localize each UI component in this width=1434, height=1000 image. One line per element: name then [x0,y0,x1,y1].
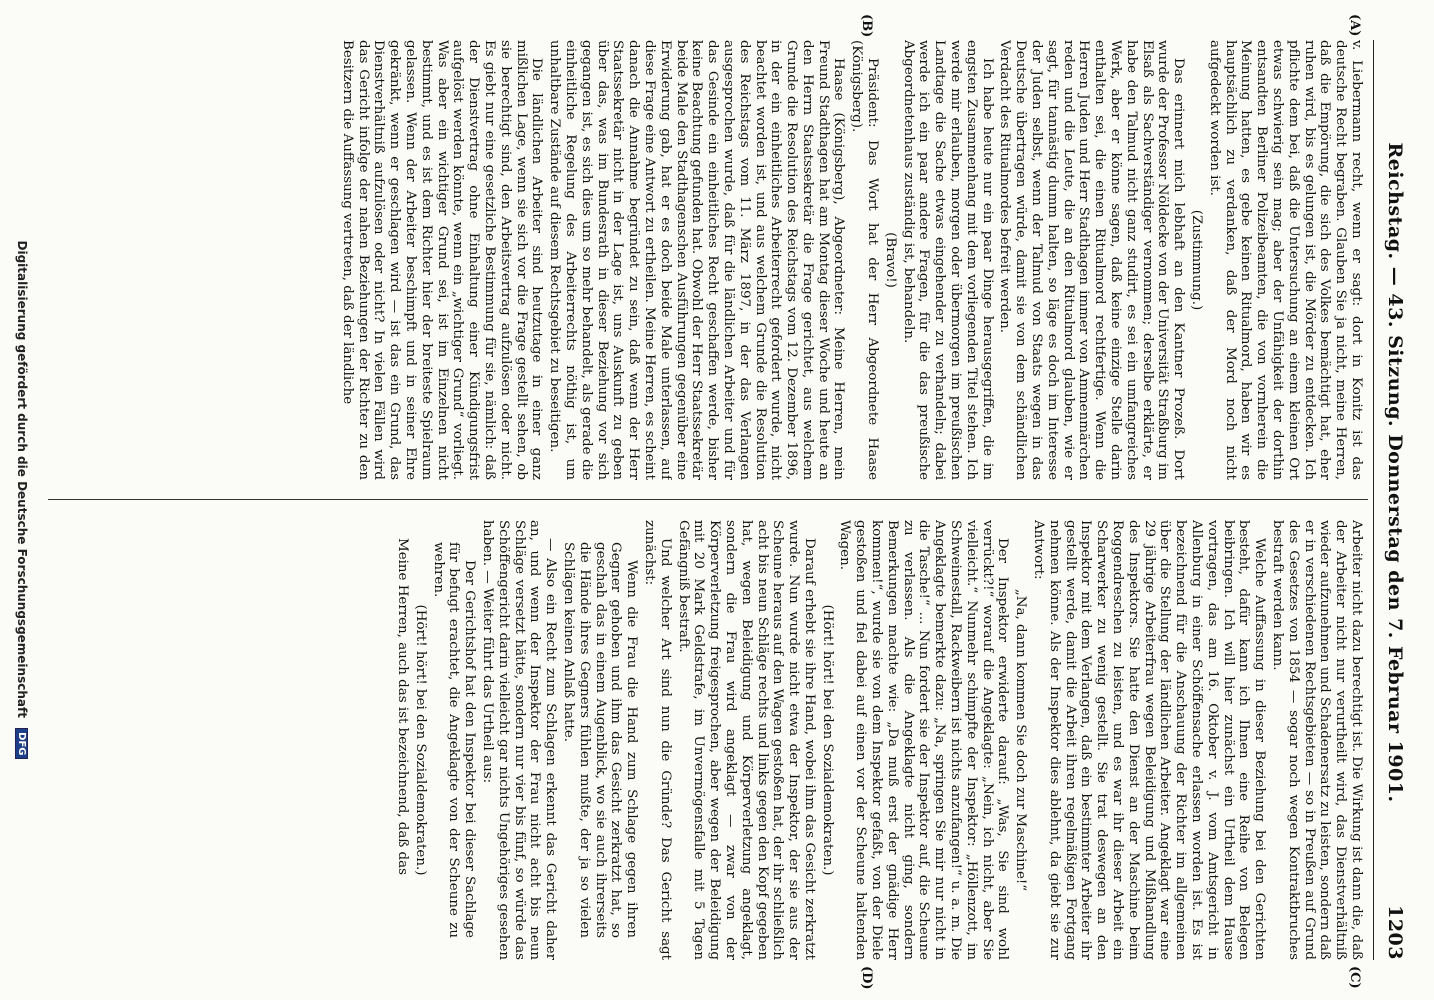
margin-marker-d: (D) [859,966,874,990]
paragraph: Das erinnert mich lebhaft an den Kantner Prozeß. Dort wurde der Professor Nöldecke von der Universität Straßburg im Elsaß als Sachverständiger vernommen; derselbe erklärte, er habe den Talmud nicht ganz studirt, es sei ein umfangreiches Werk, aber er könne sagen, daß keine einzige Stelle darin enthalten sei, die einen Ritualmord rechtfertige. Wenn die Herren Juden und Herr Stadthagen immer von Ammenmärchen reden und die Leute, die an den Ritualmord glauben, wie er sagt, für tannästig dumm halten, so läge es doch im Interesse der Juden selbst, wenn der Talmud von Staats wegen in das Deutsche übertragen würde, damit sie von dem schändlichen Verdacht des Ritualmordes befreit werden. [997,40,1187,480]
paragraph: Arbeiter nicht dazu berechtigt ist. Die Wirkung ist dann die, daß der Arbeiter nicht nur verurtheilt wird, das Dienstverhältniß wieder aufzunehmen und Schadenersatz zu leisten, sondern daß er in verschiedenen Rechtsgebieten — so in Preußen auf Grund des Gesetzes von 1854 — sogar noch wegen Kontraktbruches bestraft werden kann. [1270,520,1364,960]
paragraph: v. Liebermann recht, wenn er sagt: dort in Konitz ist das deutsche Recht begraben. Glauben Sie ja nicht, meine Herren, daß die Empörung, die sich des Volkes bemächtigt hat, eher ruhen wird, bis es gelungen ist, die Mörder zu entdecken. Ich pflichte dem bei, daß die Untersuchung an einem kleinen Ort etwas schwierig sein mag; aber der Unfähigkeit der dorthin entsandten Berliner Polizeibeamten, die von vornherein die Meinung hatten, es gebe keinen Ritualmord, haben wir es hauptsächlich zu verdanken, daß der Mord noch nicht aufgedeckt worden ist. [1206,40,1364,480]
paragraph: Welche Auffassung in dieser Beziehung bei den Gerichten besteht, dafür kann ich Ihnen eine Reihe von Belegen beibringen. Ich will hier zunächst ein Urtheil dem Hause vortragen, das am 16. Oktober v. J. vom Amtsgericht in Allenburg in einer Schöffensache erlassen worden ist. Es ist bezeichnend für die Anschauung der Richter im allgemeinen über die Stellung der ländlichen Arbeiter. Angeklagt war eine 29 jährige Arbeiterfrau wegen Beleidigung und Mißhandlung des Inspektors. Sie hatte den Dienst an der Maschine beim Roggendreschen zu leisten, und es war ihr dieser Arbeit ein Scharwerker zu wenig gestellt. Sie trat deswegen an den Inspektor mit dem Verlangen, daß ein bestimmter Arbeiter ihr gestellt werde, damit die Arbeit ihren regelmäßigen Fortgang nehmen könne. Als der Inspektor dies ablehnt, da giebt sie zur Antwort: [1031,520,1268,960]
quoted-judgement: Der Gerichtshof hat den Inspektor bei dieser Sachlage für befugt erachtet, die Angeklagte von der Scheune zu wehren. [430,542,478,938]
paragraph: — Also ein Recht zum Schlagen erkennt das Gericht daher an, und wenn der Inspektor der Frau nicht acht bis neun Schläge versetzt hätte, sondern nur vier bis fünf, so würde das Schöffengericht darin vielleicht gar nichts Ungehöriges gesehen haben. — Weiter führt das Urtheil aus: [479,520,559,960]
header-title: Reichstag. — 43. Sitzung. Donnerstag den 7. Februar 1901. [1384,142,1406,803]
speaker-announcement: Präsident: Das Wort hat der Herr Abgeordnete Haase (Königsberg). [849,40,881,480]
paragraph: Ich habe heute nur ein paar Dinge herausgegriffen, die im engsten Zusammenhang mit dem vorliegenden Titel stehen. Ich werde mir erlauben, morgen oder übermorgen im preußischen Landtage die Sache etwas eingehender zu verhandeln; dabei werde ich ein paar andere Fragen, für die das preußische Abgeordnetenhaus zuständig ist, behandeln. [900,40,995,480]
paragraph: Und welcher Art sind nun die Gründe? Das Gericht sagt zunächst: [641,520,673,960]
margin-marker-b: (B) [859,14,874,38]
page-number: 1203 [1384,905,1406,960]
interjection: (Hört! hört! bei den Sozialdemokraten.) [412,604,428,876]
quote-line: „Na, dann kommen Sie doch zur Maschine!“ [1013,588,1029,892]
credit-text: Digitalisierung gefördert durch die Deutsche Forschungsgemeinschaft [15,240,29,718]
interjection: (Hört! hört! bei den Sozialdemokraten.) [819,604,835,876]
paragraph: Der Inspektor erwiderte darauf: „Was, Sie sind wohl verrückt?!“ worauf die Angeklagte: „Nein, ich nicht, aber Sie vielleicht.“ Nunmehr schimpfte der Inspektor: „Höllenzott, im Schweinestall, Rackweibern ist nichts anzufangen!“ u. a. m. Die Angeklagte bemerkte dazu: „Na, springen Sie mir nur nicht in die Tasche!“ ... Nun fordert sie der Inspektor auf, die Scheune zu verlassen. Als die Angeklagte nicht ging, sondern Bemerkungen machte wie: „Da muß erst der gnädige Herr kommen!“, wurde sie von dem Inspektor gefaßt, von der Diele gestoßen und fiel dabei auf einen vor der Scheune haltenden Wagen. [837,520,1011,960]
paragraph: Haase (Königsberg), Abgeordneter: Meine Herren, mein Freund Stadthagen hat am Montag dieser Woche und heute an den Herrn Staatssekretär die Frage gerichtet, aus welchem Grunde die Resolution des Reichstags vom 12. Dezember 1896, in der ein einheitliches Arbeiterrecht gefordert wurde, nicht beachtet worden ist, und aus welchem Grunde die Resolution des Reichstags vom 11. März 1897, in der das Verlangen ausgesprochen wurde, daß für die ländlichen Arbeiter und für das Gesinde ein einheitliches Recht geschaffen werde, bisher keine Beachtung gefunden hat. Obwohl der Herr Staatssekretär beide Male den Stadthagenschen Ausführungen gegenüber eine Erwiderung gab, hat er es doch beide Male unterlassen, auf diese Frage eine Antwort zu ertheilen. Meine Herren, es scheint danach die Annahme begründet zu sein, daß wenn der Herr Staatssekretär nicht in der Lage ist, uns Auskunft zu geben über das, was im Bundesrath in dieser Beziehung vor sich gegangen ist, es sich dies um so mehr behandelt, als gerade die einheitliche Regelung des Arbeiterrechts nöthig ist, um unhaltbare Zustände auf diesem Rechtsgebiet zu beseitigen. [547,40,847,480]
column-divider [48,499,1368,500]
digitization-credit [15,0,29,1000]
margin-marker-a: (A) [1347,14,1362,37]
quoted-judgement: Wenn die Frau die Hand zum Schlage gegen ihren Gegner gehoben und ihm das Gesicht zerkratzt hat, so geschah das in einem Augenblick, wo sie auch ihrerseits die Hände ihres Gegners fühlen mußte, der ja so vielen Schlägen keinen Anlaß hatte. [560,542,640,938]
right-text-column [54,520,1364,960]
interjection: (Zustimmung.) [1189,209,1205,311]
paragraph: Meine Herren, auch das ist bezeichnend, daß das [394,538,410,875]
dfg-logo: DFG [15,728,28,759]
left-text-column [54,40,1364,480]
header-rule [1373,40,1374,960]
interjection: (Bravo!) [882,232,898,288]
paragraph: Darauf erhebt sie ihre Hand, wobei ihm das Gesicht zerkratzt wurde. Nun wurde nicht etwa der Inspektor, der sie aus der Scheune heraus auf den Wagen gestoßen hat, der ihr schließlich acht bis neun Schläge rechts und links gegen den Kopf gegeben hat, wegen Beleidigung und Körperverletzung angeklagt, sondern die Frau wird angeklagt — zwar von der Körperverletzung freigesprochen, aber wegen der Beleidigung mit 20 Mark Geldstrafe, im Unvermögensfalle mit 5 Tagen Gefängniß bestraft. [675,520,817,960]
page-header [1378,40,1412,960]
paragraph: Die ländlichen Arbeiter sind heutzutage in einer ganz mißlichen Lage, wenn sie sich vor die Frage gestellt sehen, ob sie berechtigt sind, den Arbeitsvertrag aufzulösen oder nicht. Es giebt nur eine gesetzliche Bestimmung für sie, nämlich: daß der Dienstvertrag ohne Einhaltung einer Kündigungsfrist aufgelöst werden könnte, wenn ein „wichtiger Grund“ vorliegt. Was aber ein wichtiger Grund sei, ist im Einzelnen nicht bestimmt, und es ist dem Richter hier der breiteste Spielraum gelassen. Wenn der Arbeiter beschimpft und in seiner Ehre gekränkt, wenn er geschlagen wird — ist das ein Grund, das Dienstverhältniß aufzulösen oder nicht? In vielen Fällen wird das Gericht infolge der nahen Beziehungen der Richter zu den Besitzern die Auffassung vertreten, daß der ländliche [339,40,545,480]
margin-marker-c: (C) [1347,966,1362,989]
